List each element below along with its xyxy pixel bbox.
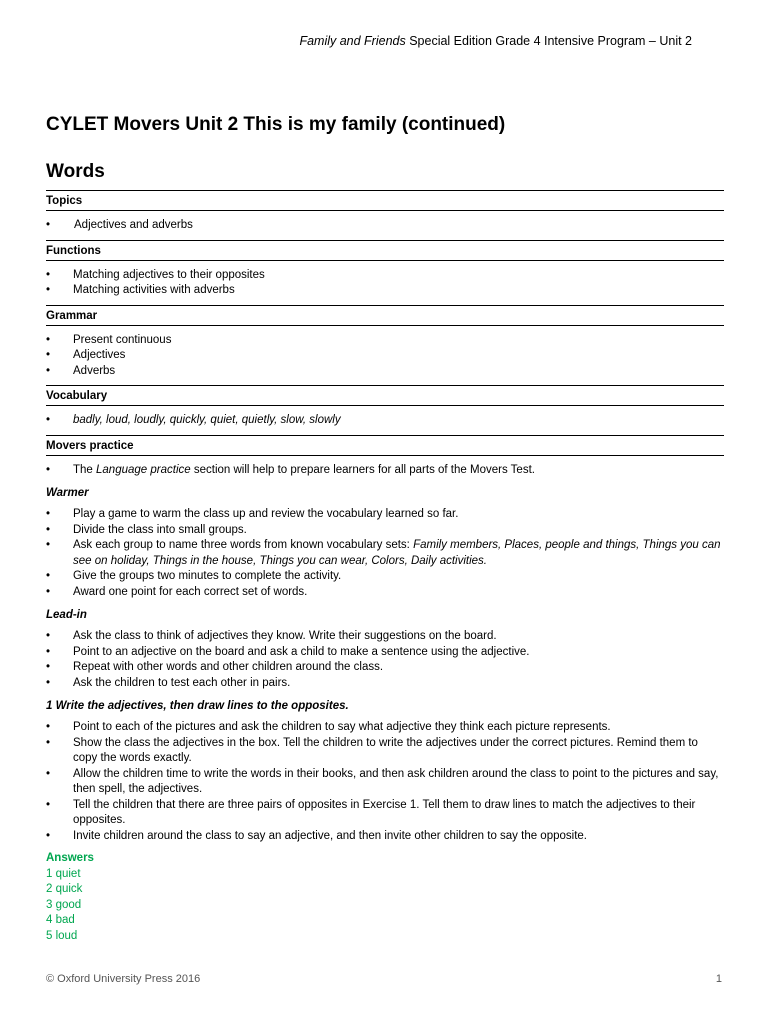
list-item: • Award one point for each correct set of words.: [46, 585, 724, 601]
movers-practice-list: [46, 456, 724, 479]
bullet-icon: •: [46, 539, 51, 551]
bullet-icon: •: [46, 284, 51, 296]
answer-item: 5 loud: [46, 929, 78, 942]
warmer-heading: Warmer: [46, 487, 89, 499]
lead-in-list: [46, 629, 724, 691]
answer-item: 1 quiet: [46, 867, 81, 880]
bullet-icon: •: [46, 736, 51, 749]
vocabulary-list: [46, 406, 724, 435]
topics-list: [46, 211, 724, 240]
list-item: • Repeat with other words and other children around the class.: [46, 660, 724, 676]
topics-label: Topics: [46, 195, 83, 207]
exercise1-heading: 1 Write the adjectives, then draw lines to the opposites.: [46, 700, 349, 712]
list-item: • Tell the children that there are three pairs of opposites in Exercise 1. Tell them to draw lines to match the adjectives to their opposites.: [46, 798, 696, 826]
words-heading: Words: [46, 161, 105, 182]
header-series-title: Family and Friends: [299, 34, 406, 48]
copyright-notice: © Oxford University Press 2016: [46, 973, 201, 985]
bullet-icon: •: [46, 829, 51, 842]
page-content: [46, 112, 724, 944]
list-item: • Point to each of the pictures and ask the children to say what adjective they think each picture represents.: [46, 720, 724, 736]
grammar-list: [46, 326, 724, 386]
list-item: • Matching activities with adverbs: [46, 283, 724, 299]
bullet-icon: •: [46, 798, 51, 811]
warmer-list: [46, 507, 724, 600]
list-item: • Adjectives: [46, 348, 724, 364]
functions-list: [46, 261, 724, 305]
list-item: • Ask the class to think of adjectives they know. Write their suggestions on the board.: [46, 629, 724, 645]
list-item: • Ask each group to name three words from known vocabulary sets: Family members, Places, people and things, Things you can see on holiday, Things in the house, Things you can wear, Colors, Daily activities.: [46, 539, 721, 567]
list-item: • Ask the children to test each other in pairs.: [46, 676, 724, 692]
bullet-icon: •: [46, 219, 51, 231]
page-footer: [46, 973, 722, 985]
list-item: • Point to an adjective on the board and ask a child to make a sentence using the adjective.: [46, 645, 724, 661]
vocabulary-label: Vocabulary: [46, 390, 108, 402]
bullet-icon: •: [46, 333, 51, 346]
answers-heading: Answers: [46, 852, 94, 864]
list-item: • Adverbs: [46, 364, 724, 380]
list-item: • Adjectives and adverbs: [46, 218, 724, 234]
answers-block: [46, 851, 724, 944]
list-item: • badly, loud, loudly, quickly, quiet, quietly, slow, slowly: [46, 413, 724, 429]
list-item: • Matching adjectives to their opposites: [46, 268, 724, 284]
bullet-icon: •: [46, 721, 51, 733]
bullet-icon: •: [46, 414, 51, 426]
bullet-icon: •: [46, 645, 51, 658]
list-item: • Show the class the adjectives in the box. Tell the children to write the adjectives under the correct pictures. Remind them to copy the words exactly.: [46, 736, 698, 764]
running-header: [299, 34, 692, 48]
bullet-icon: •: [46, 364, 51, 377]
bullet-icon: •: [46, 767, 51, 780]
list-item: • Present continuous: [46, 333, 724, 349]
list-item: • Divide the class into small groups.: [46, 523, 724, 539]
header-program-title: Special Edition Grade 4 Intensive Program – Unit 2: [405, 34, 692, 48]
bullet-icon: •: [46, 585, 51, 598]
bullet-icon: •: [46, 268, 51, 281]
bullet-icon: •: [46, 523, 51, 536]
page-title: CYLET Movers Unit 2 This is my family (continued): [46, 114, 506, 135]
bullet-icon: •: [46, 508, 51, 520]
list-item: • Play a game to warm the class up and review the vocabulary learned so far.: [46, 507, 724, 523]
list-item: • Invite children around the class to say an adjective, and then invite other children to say the opposite.: [46, 829, 724, 845]
bullet-icon: •: [46, 349, 51, 361]
lead-in-heading: Lead-in: [46, 609, 87, 621]
list-item: • The Language practice section will help to prepare learners for all parts of the Movers Test.: [46, 463, 724, 479]
bullet-icon: •: [46, 676, 51, 689]
grammar-label: Grammar: [46, 309, 98, 322]
words-table: [46, 190, 724, 478]
functions-label: Functions: [46, 244, 101, 257]
bullet-icon: •: [46, 661, 51, 673]
answer-item: 4 bad: [46, 914, 75, 926]
list-item: • Give the groups two minutes to complete the activity.: [46, 569, 724, 585]
bullet-icon: •: [46, 463, 51, 476]
answer-item: 2 quick: [46, 883, 83, 895]
exercise1-list: [46, 720, 724, 844]
bullet-icon: •: [46, 570, 51, 582]
answer-item: 3 good: [46, 898, 82, 911]
page-number: 1: [715, 973, 722, 985]
bullet-icon: •: [46, 630, 51, 642]
list-item: • Allow the children time to write the words in their books, and then ask children around the class to point to the pictures and say, then spell, the adjectives.: [46, 767, 719, 795]
movers-practice-label: Movers practice: [46, 439, 134, 452]
